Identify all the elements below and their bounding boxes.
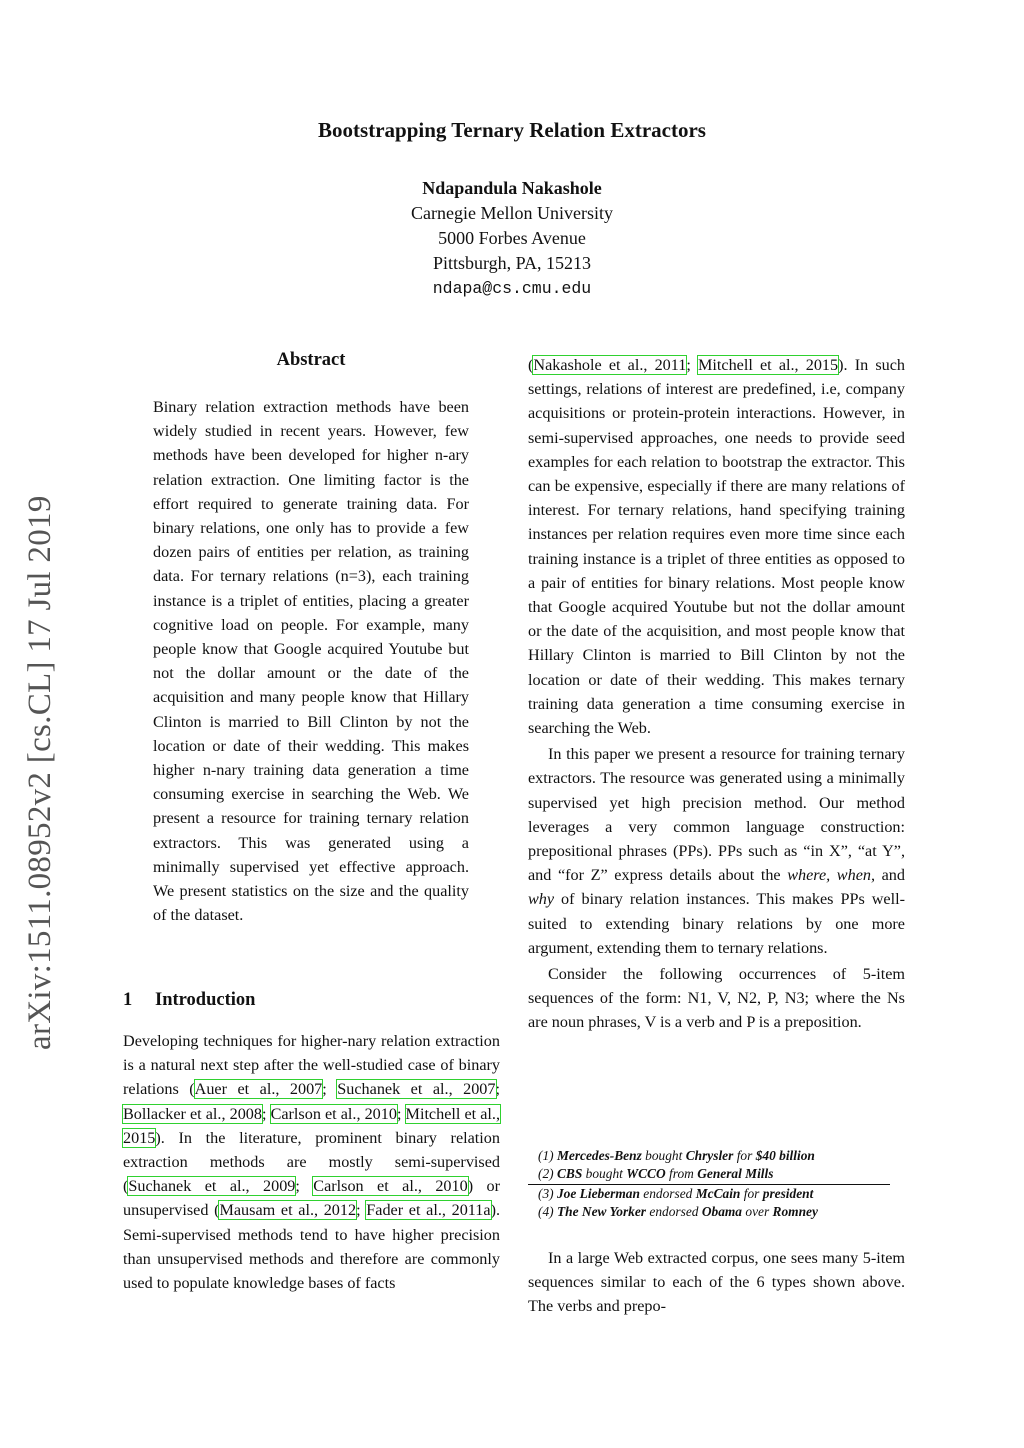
citation-link[interactable]: Mitchell et al., 2015 bbox=[123, 1104, 500, 1147]
arxiv-identifier: arXiv:1511.08952v2 [cs.CL] 17 Jul 2019 bbox=[22, 495, 58, 1050]
citation-link[interactable]: Auer et al., 2007 bbox=[194, 1080, 323, 1099]
example-list bbox=[528, 1147, 890, 1221]
example-number: (1) bbox=[538, 1148, 554, 1163]
example-verb: endorsed bbox=[643, 1186, 693, 1201]
text-run: In this paper we present a resource for training ternary extractors. The resource was generated using a minimally supervised yet high precision method. Our method leverages a very common language construction: prepositional phrases (PPs). PPs such as “in X”, “at Y”, and “for Z” express details about the bbox=[528, 745, 905, 885]
citation-link[interactable]: Fader et al., 2011a bbox=[366, 1201, 491, 1220]
right-paragraph-3: Consider the following occurrences of 5-item sequences of the form: N1, V, N2, P, N3; where the Ns are noun phrases, V is a verb and P is a preposition. bbox=[528, 965, 905, 1032]
author-address-line2: Pittsburgh, PA, 15213 bbox=[432, 253, 592, 273]
section-title: Introduction bbox=[155, 990, 256, 1010]
right-column bbox=[528, 353, 905, 1035]
example-verb: bought bbox=[585, 1166, 623, 1181]
citation-link[interactable]: Mausam et al., 2012 bbox=[219, 1201, 357, 1220]
right-paragraph-4: In a large Web extracted corpus, one sees many 5-item sequences similar to each of the 6 types shown above. The verbs and prepo- bbox=[528, 1249, 905, 1316]
example-noun: Joe Lieberman bbox=[556, 1186, 640, 1201]
citation-link[interactable]: Suchanek et al., 2009 bbox=[128, 1177, 296, 1196]
example-item bbox=[528, 1165, 890, 1183]
abstract-paragraph: Binary relation extraction methods have been widely studied in recent years. However, few methods have been developed for higher n-ary relation extraction. One limiting factor is the effort required to generate training data. For binary relations, one only has to provide a few dozen pairs of entities per relation, as training data. For ternary relations (n=3), each training instance is a triplet of entities, placing a greater cognitive load on people. For example, many people know that Google acquired Youtube but not the dollar amount or the date of the acquisition and many people know that Hillary Clinton is married to Bill Clinton by not the location or date of their wedding. This makes higher n-nary training data generation a time consuming exercise in searching the Web. We present a resource for training ternary relation extractors. This was generated using a minimally supervised yet effective approach. We present statistics on the size and the quality of the dataset. bbox=[153, 398, 469, 925]
right-paragraph-1 bbox=[528, 353, 905, 740]
text-run: ; bbox=[322, 1080, 338, 1099]
citation-link[interactable]: Carlson et al., 2010 bbox=[270, 1104, 397, 1123]
example-item bbox=[528, 1203, 890, 1221]
author-affiliation: Carnegie Mellon University bbox=[411, 203, 613, 223]
right-paragraph-2 bbox=[528, 742, 905, 960]
text-run: ). Semi-supervised methods tend to have higher precision than unsupervised methods and therefore are commonly used to populate knowledge bases of facts bbox=[123, 1201, 500, 1293]
text-run: ; bbox=[295, 1177, 314, 1196]
example-noun: McCain bbox=[695, 1186, 741, 1201]
example-item bbox=[528, 1185, 890, 1203]
example-number: (4) bbox=[538, 1204, 554, 1219]
author-block bbox=[0, 176, 1024, 301]
example-noun: Mercedes-Benz bbox=[556, 1148, 642, 1163]
abstract-heading: Abstract bbox=[276, 350, 346, 370]
example-noun: CBS bbox=[556, 1166, 583, 1181]
example-noun: WCCO bbox=[626, 1166, 666, 1181]
example-noun: General Mills bbox=[697, 1166, 774, 1181]
example-noun: Obama bbox=[701, 1204, 743, 1219]
text-run: ; bbox=[686, 356, 699, 374]
text-run: ). In such settings, relations of interest are predefined, i.e, company acquisitions or protein-protein interactions. However, in semi-supervised approaches, one needs to provide seed examples for each relation to bootstrap the extractor. This can be expensive, especially if there are many relations of interest. For ternary relations, hand specifying training instances per relation requires even more time since each training instance is a triplet of three entities as opposed to a pair of entities for binary relations. Most people know that Google acquired Youtube but not the dollar amount or the date of the acquisition, and most people know that Hillary Clinton is married to Bill Clinton by not the location or date of their wedding. This makes ternary training data generation a time consuming exercise in searching the Web. bbox=[528, 356, 905, 738]
text-run: ; bbox=[261, 1104, 271, 1123]
text-run: ; bbox=[356, 1201, 367, 1220]
paper-title: Bootstrapping Ternary Relation Extractors bbox=[318, 118, 706, 142]
example-noun: Romney bbox=[772, 1204, 818, 1219]
text-run: ). In the literature, prominent binary relation extraction methods are mostly semi-supervised ( bbox=[123, 1128, 500, 1196]
emphasis-text: why bbox=[528, 890, 555, 909]
example-preposition: for bbox=[743, 1186, 760, 1201]
example-noun: $40 billion bbox=[755, 1148, 815, 1163]
text-run: Developing techniques for higher-nary relation extraction is a natural next step after the well-studied case of binary relations ( bbox=[123, 1032, 500, 1099]
example-preposition: over bbox=[745, 1204, 770, 1219]
text-run: ; bbox=[495, 1080, 500, 1099]
example-number: (2) bbox=[538, 1166, 554, 1181]
example-preposition: from bbox=[669, 1166, 694, 1181]
example-noun: president bbox=[762, 1186, 814, 1201]
example-verb: bought bbox=[645, 1148, 683, 1163]
text-run: and bbox=[875, 866, 905, 885]
section-number: 1 bbox=[123, 990, 133, 1010]
example-number: (3) bbox=[538, 1186, 554, 1201]
citation-link[interactable]: Bollacker et al., 2008 bbox=[123, 1104, 262, 1123]
introduction-left-column bbox=[123, 1029, 500, 1295]
emphasis-text: where, when, bbox=[787, 866, 876, 885]
citation-link[interactable]: Suchanek et al., 2007 bbox=[337, 1080, 496, 1099]
author-email: ndapa@cs.cmu.edu bbox=[432, 279, 592, 298]
author-name: Ndapandula Nakashole bbox=[422, 178, 602, 198]
citation-link[interactable]: Nakashole et al., 2011 bbox=[533, 356, 687, 374]
section-heading-introduction bbox=[123, 990, 255, 1011]
example-noun: Chrysler bbox=[685, 1148, 734, 1163]
example-preposition: for bbox=[736, 1148, 753, 1163]
right-column-continued bbox=[528, 1246, 905, 1319]
example-verb: endorsed bbox=[649, 1204, 699, 1219]
citation-link[interactable]: Carlson et al., 2010 bbox=[313, 1177, 468, 1196]
abstract-text bbox=[153, 395, 469, 927]
text-run: ) or unsupervised ( bbox=[123, 1177, 501, 1220]
text-run: of binary relation instances. This makes PPs well-suited to extending binary relations by one more argument, extending them to ternary relations. bbox=[528, 890, 905, 957]
intro-paragraph bbox=[123, 1029, 500, 1295]
example-item bbox=[528, 1147, 890, 1165]
text-run: ; bbox=[396, 1104, 406, 1123]
author-address-line1: 5000 Forbes Avenue bbox=[438, 228, 586, 248]
example-noun: The New Yorker bbox=[556, 1204, 647, 1219]
citation-link[interactable]: Mitchell et al., 2015 bbox=[698, 356, 839, 374]
text-run: ( bbox=[528, 356, 534, 374]
